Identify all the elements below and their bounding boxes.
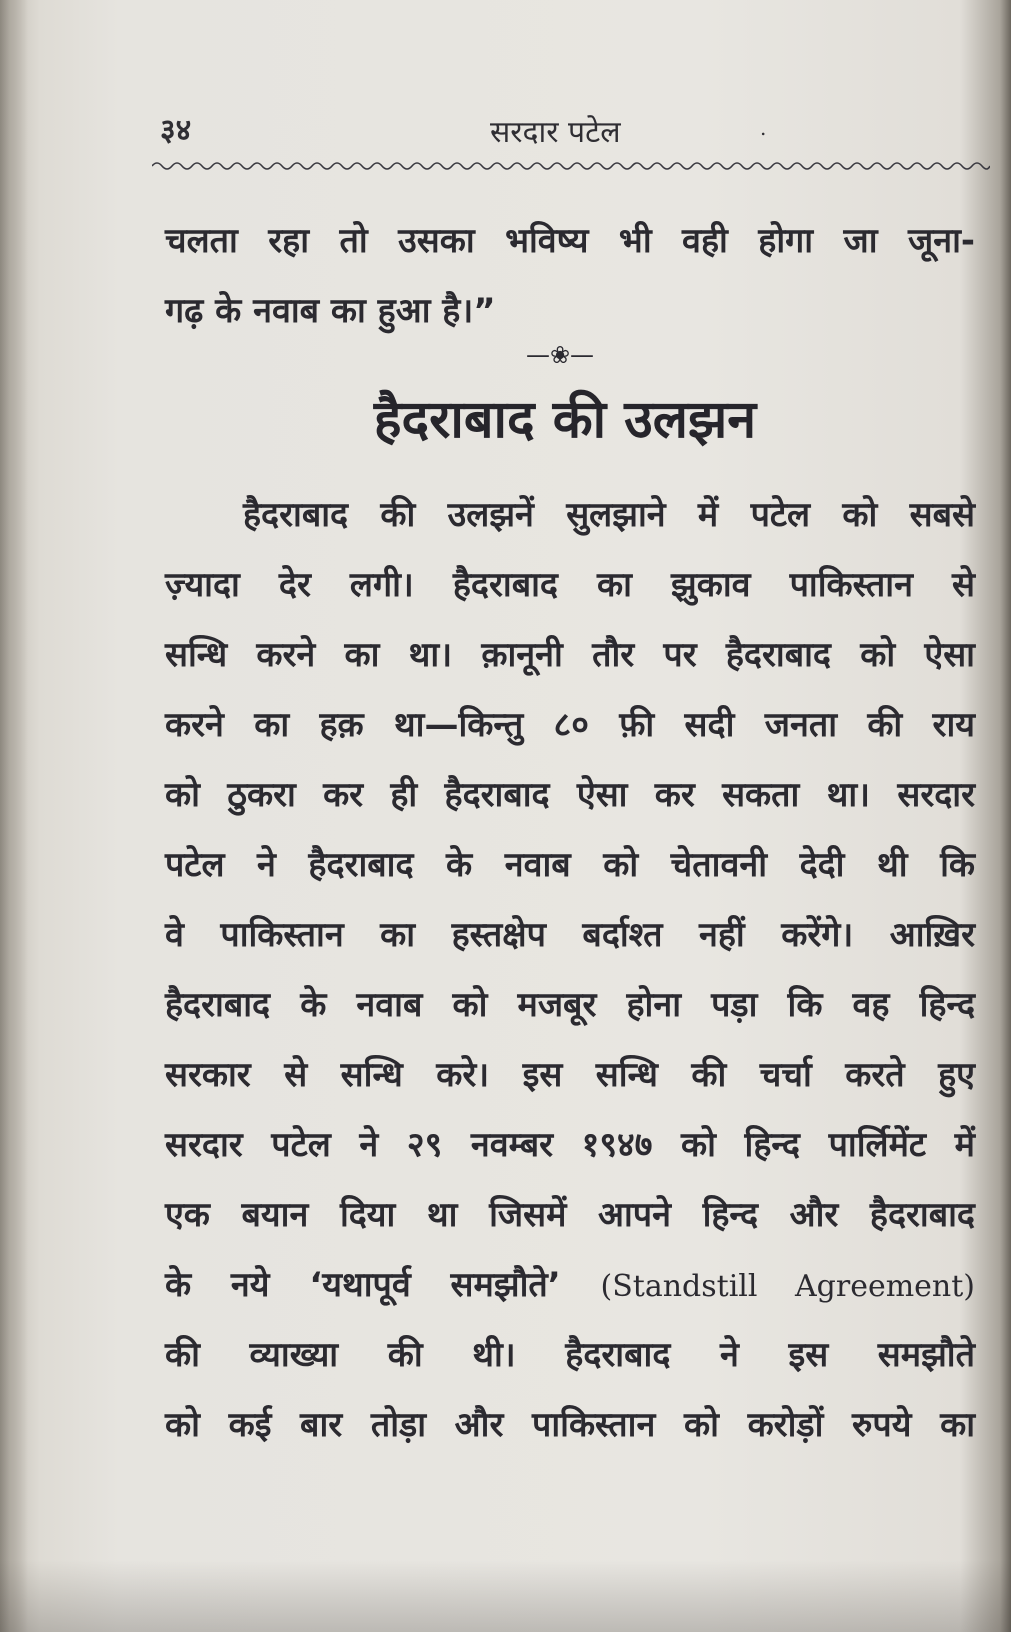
section-heading: हैदराबाद की उलझन [373,390,757,450]
page-bottom-shadow [0,1560,1011,1632]
paragraph-line: को कई बार तोड़ा और पाकिस्तान को करोड़ों रुपये का [165,1405,975,1445]
section-ornament: —❀— [525,341,595,369]
paragraph-line: करने का हक़ था—किन्तु ८० फ़ी सदी जनता की राय [165,705,975,745]
paragraph-line: चलता रहा तो उसका भविष्य भी वही होगा जा जूना- [165,221,975,261]
page-gutter [0,0,28,1632]
continuation-paragraph [165,206,975,346]
paragraph-line: की व्याख्या की थी। हैदराबाद ने इस समझौते [165,1335,975,1375]
paragraph-line: को ठुकरा कर ही हैदराबाद ऐसा कर सकता था। सरदार [165,775,975,815]
paragraph-line: सरकार से सन्धि करे। इस सन्धि की चर्चा करते हुए [165,1055,975,1095]
paragraph-line: वे पाकिस्तान का हस्तक्षेप बर्दाश्त नहीं करेंगे। आख़िर [165,915,975,955]
paragraph-line: गढ़ के नवाब का हुआ है।” [165,291,496,331]
paragraph-line: हैदराबाद के नवाब को मजबूर होना पड़ा कि वह हिन्द [165,985,975,1025]
paragraph-line: पटेल ने हैदराबाद के नवाब को चेतावनी देदी थी कि [165,845,975,885]
running-title: सरदार पटेल [490,115,621,150]
paragraph-line: ज़्यादा देर लगी। हैदराबाद का झुकाव पाकिस्तान से [165,565,975,605]
paragraph-line-with-english [165,1250,975,1320]
paragraph-line: सन्धि करने का था। क़ानूनी तौर पर हैदराबाद को ऐसा [165,635,975,675]
paragraph-line: हैदराबाद की उलझनें सुलझाने में पटेल को सबसे [243,495,975,535]
page-header [160,108,980,158]
paragraph-line: सरदार पटेल ने २९ नवम्बर १९४७ को हिन्द पार्लिमेंट में [165,1125,975,1165]
paragraph-line-hindi-part: के नये ‘यथापूर्व समझौते’ [165,1265,561,1305]
page-number: ३४ [160,113,192,148]
wavy-rule-divider [152,158,990,174]
section-paragraph [165,480,975,1460]
header-dot: . [760,116,767,140]
paragraph-line: एक बयान दिया था जिसमें आपने हिन्द और हैदराबाद [165,1195,975,1235]
english-phrase: (Standstill Agreement) [600,1269,975,1304]
